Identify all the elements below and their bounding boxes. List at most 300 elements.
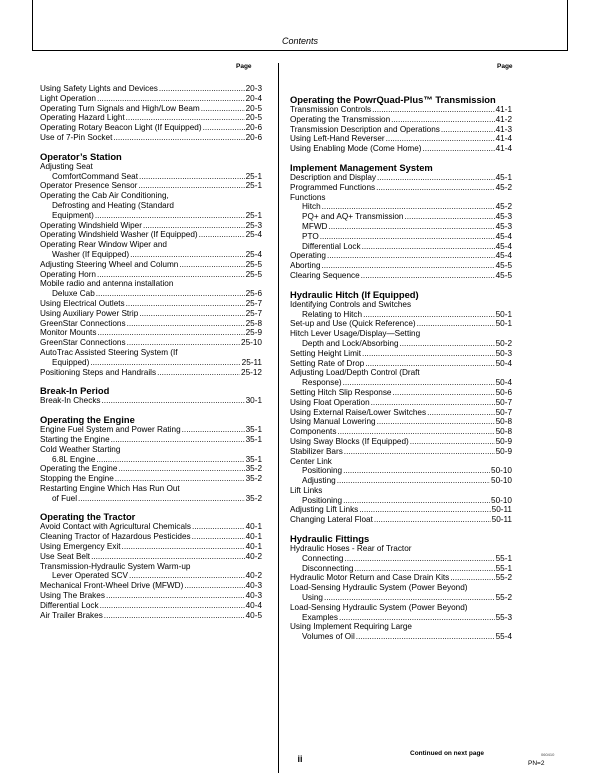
toc-entry-title: Positioning [302,495,343,505]
toc-entry-page: 25-11 [241,357,262,367]
dot-leader [363,310,495,320]
toc-entry[interactable] [290,554,512,564]
toc-entry[interactable] [40,289,262,299]
toc-entry[interactable] [290,105,512,115]
toc-entry-title: Operating [290,251,326,261]
toc-entry-page: 50-1 [495,309,512,319]
dot-leader [362,349,495,359]
toc-entry-page: 25-8 [245,318,262,328]
toc-entry[interactable] [40,601,262,611]
toc-entry[interactable] [40,84,262,94]
toc-entry[interactable] [290,212,512,222]
toc-entry[interactable] [290,349,512,359]
toc-line: Mobile radio and antenna installation [40,279,174,289]
toc-line: Functions [290,192,326,202]
toc-entry[interactable] [290,271,512,281]
dot-leader [374,515,491,525]
toc-entry-title: Using Safety Lights and Devices [40,84,158,93]
toc-entry-title: Setting Rate of Drop [290,358,365,368]
dot-leader [362,242,495,252]
toc-entry-page: 50-8 [495,427,512,437]
toc-entry-title: Operating the Transmission [290,114,391,124]
toc-entry-page: 25-7 [245,308,262,318]
dot-leader [320,232,495,242]
toc-line: AutoTrac Assisted Steering System (If [40,347,178,357]
left-border [32,0,33,50]
toc-entry[interactable] [40,591,262,601]
dot-leader [127,319,245,329]
toc-entry[interactable] [40,611,262,621]
toc-entry[interactable] [290,183,512,193]
toc-entry-title: Components [290,427,337,437]
header-title: Contents [281,36,319,46]
toc-entry-title: Operating Turn Signals and High/Low Beam [40,103,200,113]
right-border [567,0,568,50]
toc-entry[interactable] [290,466,512,476]
toc-entry-title: Using Float Operation [290,397,370,407]
toc-entry-page: 45-2 [495,182,512,192]
toc-entry[interactable] [40,581,262,591]
toc-entry-title: Differential Lock [40,600,99,610]
toc-entry-title: Transmission Description and Operations [290,124,440,134]
toc-entry[interactable] [290,359,512,369]
toc-entry-page: 50-9 [495,446,512,456]
column-divider [278,63,279,773]
toc-entry-page: 50-4 [495,358,512,368]
toc-entry-title: Adjusting [302,476,336,486]
toc-entry[interactable] [40,211,262,221]
toc-entry-page: 20-5 [245,103,262,113]
toc-entry-page: 55-4 [495,632,512,642]
toc-entry-page: 55-1 [495,553,512,563]
dot-leader [127,338,240,348]
toc-entry-title: Air Trailer Brakes [40,610,103,620]
toc-entry-page: 45-5 [495,270,512,280]
dot-leader [130,250,245,260]
toc-entry[interactable] [40,299,262,309]
dot-leader [139,309,244,319]
toc-entry[interactable] [290,378,512,388]
toc-entry-title: Use Seat Belt [40,551,91,561]
toc-entry-page: 30-1 [245,396,262,406]
dot-leader [343,466,490,476]
toc-entry-page: 25-6 [245,289,262,299]
toc-entry-page: 41-4 [495,144,512,154]
dot-leader [179,260,244,270]
toc-section-heading: Break-In Period [40,385,110,397]
dot-leader [371,398,495,408]
toc-entry-title: Disconnecting [302,563,354,573]
toc-entry[interactable] [40,309,262,319]
toc-entry-page: 41-1 [495,105,512,114]
toc-section-heading: Implement Management System [290,161,433,173]
toc-entry[interactable] [40,181,262,191]
toc-entry[interactable] [40,542,262,552]
dot-leader [122,542,245,552]
toc-entry-page: 25-10 [241,338,262,348]
toc-entry-title: Differential Lock [302,241,361,251]
toc-entry[interactable] [40,532,262,542]
dot-leader [328,222,494,232]
toc-entry[interactable] [290,388,512,398]
dot-leader [377,173,495,183]
toc-entry[interactable] [40,358,262,368]
toc-entry-page: 45-3 [495,221,512,231]
dot-leader [376,183,495,193]
toc-left-column [40,84,262,620]
toc-entry-page: 40-2 [245,571,262,581]
toc-entry-page: 55-1 [495,563,512,573]
toc-entry-page: 50-9 [495,436,512,446]
toc-entry-title: Avoid Contact with Agricultural Chemicals [40,522,191,532]
toc-entry-page: 35-1 [245,434,262,444]
toc-entry[interactable] [290,242,512,252]
toc-entry-page: 50-7 [495,397,512,407]
dot-leader [159,84,245,94]
toc-entry-page: 45-4 [495,251,512,261]
toc-line: Cold Weather Starting [40,444,121,454]
toc-entry-page: 45-2 [495,202,512,212]
toc-entry[interactable] [290,232,512,242]
toc-entry-title: Setting Height Limit [290,348,361,358]
toc-entry[interactable] [40,455,262,465]
toc-entry[interactable] [290,310,512,320]
toc-entry-title: Stabilizer Bars [290,446,343,456]
toc-entry-title: Depth and Lock/Absorbing [302,338,399,348]
toc-entry-page: 25-5 [245,259,262,269]
toc-entry[interactable] [40,474,262,484]
toc-entry-title: Monitor Mounts [40,328,97,338]
dot-leader [356,632,495,642]
toc-entry-title: Examples [302,612,338,622]
dot-leader [339,613,495,623]
toc-entry-page: 50-11 [491,505,512,515]
toc-entry-page: 40-1 [245,542,262,552]
footer-code: 060410 [541,752,555,757]
toc-entry-page: 35-2 [245,474,262,484]
continued-note: Continued on next page [410,750,485,757]
toc-line: Lift Links [290,485,323,495]
dot-leader [427,408,495,418]
toc-entry-title: Using The Brakes [40,591,105,601]
toc-line: Operating the Cab Air Conditioning, [40,191,169,201]
toc-entry-page: 25-4 [245,249,262,259]
toc-entry[interactable] [290,417,512,427]
toc-entry-title: Hitch [302,202,321,212]
dot-leader [327,251,495,261]
dot-leader [377,417,495,427]
dot-leader [344,554,494,564]
dot-leader [129,571,245,581]
toc-line: Defrosting and Heating (Standard [52,200,174,210]
toc-entry-page: 45-4 [495,241,512,251]
toc-entry-page: 50-6 [495,387,512,397]
toc-entry-title: Description and Display [290,172,377,182]
toc-entry-title: Operating Windshield Washer (If Equipped) [40,230,198,240]
toc-entry-page: 25-5 [245,269,262,279]
toc-entry[interactable] [40,104,262,114]
toc-entry[interactable] [40,435,262,445]
toc-entry[interactable] [290,261,512,271]
toc-line: Adjusting Load/Depth Control (Draft [290,368,420,378]
dot-leader [400,339,495,349]
toc-entry-page: 41-2 [495,114,512,124]
dot-leader [96,455,244,465]
dot-leader [192,532,245,542]
dot-leader [343,378,495,388]
toc-entry-page: 55-2 [495,573,512,583]
toc-entry-title: Clearing Sequence [290,270,360,280]
toc-entry-page: 25-7 [245,298,262,308]
dot-leader [102,396,245,406]
toc-line: Load-Sensing Hydraulic System (Power Beyond) [290,583,468,593]
toc-entry-title: Using Enabling Mode (Come Home) [290,144,422,154]
toc-entry-page: 20-3 [245,84,262,93]
toc-section-heading: Operating the PowrQuad-Plus™ Transmission [290,94,496,105]
toc-entry-title: Connecting [302,553,344,563]
toc-entry-title: Setting Hitch Slip Response [290,387,392,397]
toc-entry-title: Using Sway Blocks (If Equipped) [290,436,409,446]
toc-entry[interactable] [290,613,512,623]
toc-entry-page: 45-5 [495,261,512,271]
toc-entry[interactable] [40,368,262,378]
toc-entry-page: 41-3 [495,124,512,134]
toc-right-column [290,94,512,642]
toc-entry-page: 35-2 [245,464,262,474]
toc-line: Transmission-Hydraulic System Warm-up [40,561,191,571]
toc-entry[interactable] [40,494,262,504]
toc-entry[interactable] [40,133,262,143]
toc-entry-title: Washer (If Equipped) [52,249,130,259]
toc-entry[interactable] [290,476,512,486]
toc-entry-page: 55-3 [495,612,512,622]
toc-entry-title: Adjusting Lift Links [290,505,359,515]
dot-leader [184,581,244,591]
toc-entry[interactable] [290,515,512,525]
dot-leader [97,270,245,280]
dot-leader [391,115,494,125]
toc-line: Adjusting Seat [40,161,93,171]
toc-entry-title: Stopping the Engine [40,474,114,484]
toc-entry-title: Relating to Hitch [302,309,363,319]
toc-entry[interactable] [40,425,262,435]
toc-entry[interactable] [40,230,262,240]
toc-entry[interactable] [290,339,512,349]
toc-entry[interactable] [290,564,512,574]
toc-entry-title: Cleaning Tractor of Hazardous Pesticides [40,532,191,542]
toc-entry-title: Using Electrical Outlets [40,298,125,308]
toc-entry[interactable] [290,319,512,329]
toc-entry[interactable] [40,396,262,406]
toc-entry-title: Use of 7-Pin Socket [40,132,113,142]
toc-entry[interactable] [40,221,262,231]
toc-entry-page: 40-5 [245,610,262,620]
dot-leader [182,425,245,435]
toc-entry[interactable] [40,260,262,270]
toc-entry-title: Aborting [290,261,321,271]
toc-entry[interactable] [290,398,512,408]
dot-leader [423,144,495,154]
dot-leader [393,388,495,398]
toc-entry-page: 40-1 [245,522,262,532]
dot-leader [404,212,494,222]
dot-leader [417,319,495,329]
page-column-label-left: Page [236,63,252,70]
toc-entry-title: Set-up and Use (Quick Reference) [290,319,416,329]
toc-entry-page: 50-10 [491,466,512,476]
page-column-label-right: Page [497,63,513,70]
toc-entry[interactable] [290,632,512,642]
toc-entry-page: 50-3 [495,348,512,358]
toc-entry-title: Starting the Engine [40,434,110,444]
toc-entry[interactable] [290,222,512,232]
toc-entry-title: Volumes of Oil [302,632,355,642]
dot-leader [322,202,495,212]
dot-leader [337,476,490,486]
dot-leader [337,427,494,437]
toc-entry[interactable] [290,447,512,457]
toc-entry-title: GreenStar Connections [40,318,126,328]
toc-entry-title: Light Operation [40,93,96,103]
toc-entry[interactable] [290,408,512,418]
toc-entry-title: PTO [302,231,319,241]
toc-entry[interactable] [290,437,512,447]
dot-leader [354,564,494,574]
toc-entry[interactable] [290,115,512,125]
toc-entry[interactable] [40,522,262,532]
dot-leader [118,464,244,474]
toc-entry[interactable] [40,552,262,562]
dot-leader [410,437,495,447]
toc-entry[interactable] [290,134,512,144]
toc-line: Identifying Controls and Switches [290,299,412,309]
toc-section-heading: Operating the Engine [40,414,135,426]
toc-entry-page: 35-2 [245,493,262,503]
toc-entry-page: 20-6 [245,123,262,133]
toc-entry-page: 55-2 [495,593,512,603]
toc-entry[interactable] [290,496,512,506]
toc-entry-title: Deluxe Cab [52,289,95,299]
toc-entry[interactable] [40,338,262,348]
dot-leader [324,593,495,603]
toc-entry[interactable] [40,113,262,123]
toc-entry-title: Operating Windshield Wiper [40,220,142,230]
toc-entry[interactable] [290,202,512,212]
toc-entry-page: 25-4 [245,230,262,240]
toc-entry-page: 25-12 [241,367,262,377]
toc-entry[interactable] [40,250,262,260]
toc-entry-title: Positioning Steps and Handrails [40,367,157,377]
toc-entry-page: 50-10 [491,495,512,505]
dot-leader [359,505,490,515]
toc-entry[interactable] [40,571,262,581]
dot-leader [100,601,245,611]
toc-entry[interactable] [290,173,512,183]
page-number: ii [297,754,303,764]
toc-entry-title: Using Manual Lowering [290,417,376,427]
dot-leader [90,358,240,368]
toc-entry-page: 25-9 [245,328,262,338]
toc-entry[interactable] [40,464,262,474]
toc-entry[interactable] [290,593,512,603]
toc-entry-title: PQ+ and AQ+ Transmission [302,212,404,222]
toc-entry-title: Positioning [302,466,343,476]
dot-leader [322,261,495,271]
dot-leader [344,447,495,457]
toc-entry-page: 50-1 [495,319,512,329]
dot-leader [97,328,244,338]
toc-entry-title: Break-In Checks [40,396,101,406]
toc-entry-page: 50-7 [495,407,512,417]
toc-entry-page: 50-4 [495,378,512,388]
toc-entry[interactable] [290,251,512,261]
dot-leader [95,211,245,221]
toc-entry-title: ComfortCommand Seat [52,171,139,181]
toc-entry[interactable] [40,328,262,338]
toc-entry[interactable] [290,125,512,135]
toc-entry[interactable] [40,319,262,329]
dot-leader [361,271,495,281]
dot-leader [113,133,244,143]
toc-entry-page: 40-3 [245,581,262,591]
toc-entry-title: Operator Presence Sensor [40,181,138,191]
toc-entry[interactable] [40,270,262,280]
dot-leader [111,435,245,445]
toc-entry-title: Using [302,593,323,603]
toc-entry-page: 41-4 [495,134,512,144]
dot-leader [365,359,494,369]
toc-entry-page: 45-3 [495,212,512,222]
toc-entry[interactable] [290,573,512,583]
toc-entry[interactable] [290,427,512,437]
dot-leader [143,221,245,231]
toc-entry-page: 50-10 [491,476,512,486]
toc-entry-title: Operating Hazard Light [40,113,125,123]
toc-entry-page: 50-11 [491,515,512,525]
dot-leader [157,368,240,378]
toc-entry-title: Programmed Functions [290,182,376,192]
toc-entry-title: GreenStar Connections [40,338,126,348]
toc-entry-title: Engine Fuel System and Power Rating [40,425,181,435]
toc-entry[interactable] [290,144,512,154]
toc-entry[interactable] [290,505,512,515]
dot-leader [441,125,495,135]
toc-entry[interactable] [40,123,262,133]
toc-entry-page: 25-1 [245,181,262,191]
toc-line: Load-Sensing Hydraulic System (Power Beyond) [290,602,468,612]
toc-section-heading: Hydraulic Hitch (If Equipped) [290,288,419,300]
dot-leader [104,611,245,621]
toc-entry[interactable] [40,172,262,182]
toc-line: Center Link [290,456,332,466]
toc-section-heading: Hydraulic Fittings [290,533,370,545]
toc-entry-title: Operating the Engine [40,464,118,474]
toc-entry-page: 35-1 [245,425,262,435]
toc-entry-title: Equipped) [52,357,90,367]
dot-leader [201,104,245,114]
toc-entry-title: Using Left-Hand Reverser [290,134,385,144]
toc-entry-page: 45-1 [495,172,512,182]
dot-leader [126,299,245,309]
toc-line: Hydraulic Hoses - Rear of Tractor [290,544,412,554]
dot-leader [139,172,245,182]
dot-leader [106,591,245,601]
toc-entry-title: Response) [302,378,342,388]
dot-leader [450,573,494,583]
toc-entry[interactable] [40,94,262,104]
dot-leader [97,94,245,104]
dot-leader [192,522,245,532]
